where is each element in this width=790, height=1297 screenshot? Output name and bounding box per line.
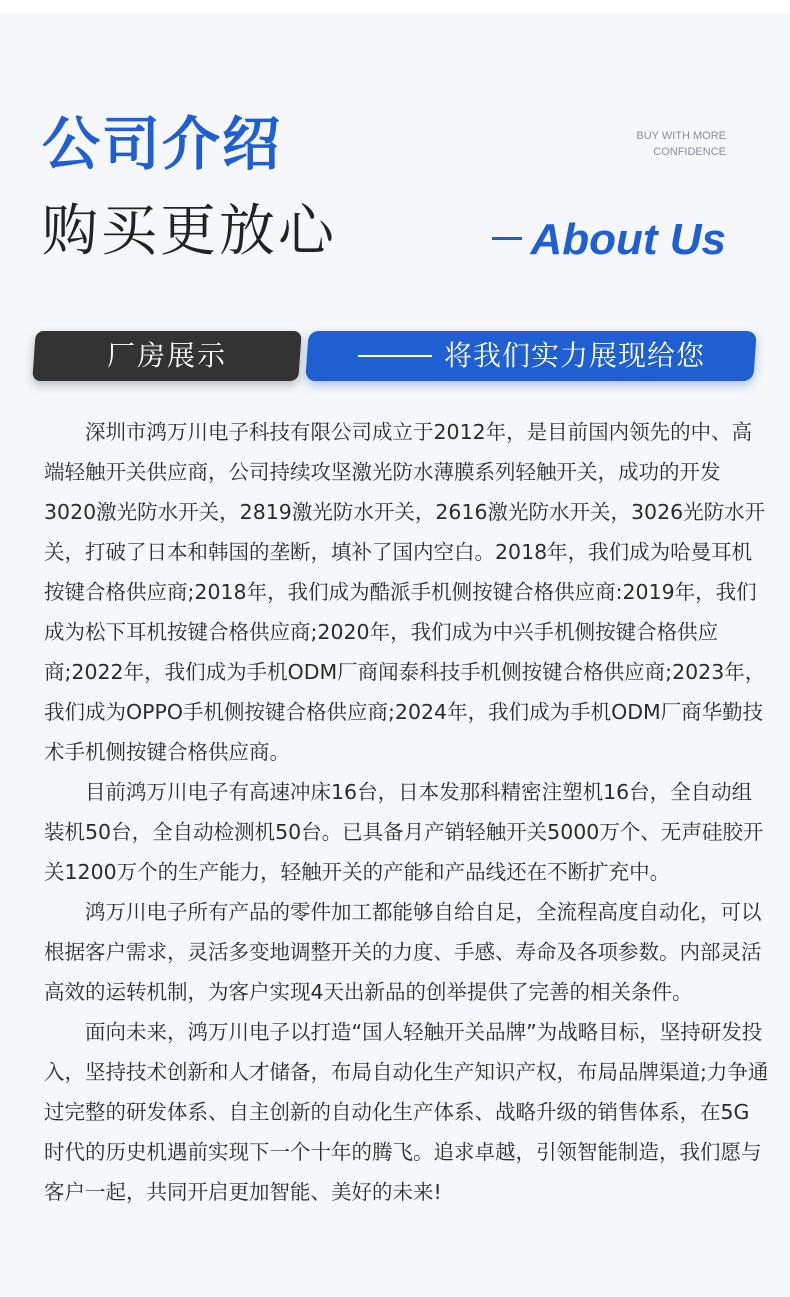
about-us-heading	[492, 212, 726, 268]
strength-banner-line	[358, 355, 432, 357]
page-subtitle: 购买更放心	[42, 199, 337, 264]
intro-paragraph: 深圳市鸿万川电子科技有限公司成立于2012年，是目前国内领先的中、高端轻触开关供应商，公司持续攻坚激光防水薄膜系列轻触开关，成功的开发3020激光防水开关，2819激光防水开关，2616激光防水开关，3026光防水开关，打破了日本和韩国的垄断，填补了国内空白。2018年，我们成为哈曼耳机按键合格供应商;2018年，我们成为酷派手机侧按键合格供应商:2019年，我们成为松下耳机按键合格供应商;2020年，我们成为中兴手机侧按键合格供应商;2022年，我们成为手机ODM厂商闻泰科技手机侧按键合格供应商;2023年，我们成为OPPO手机侧按键合格供应商;2024年，我们成为手机ODM厂商华勤技术手机侧按键合格供应商。	[44, 420, 766, 764]
company-intro-text	[44, 412, 769, 1212]
slogan-line-1: BUY WITH MORE	[636, 130, 726, 142]
slogan-line-2: CONFIDENCE	[653, 146, 726, 158]
page-title: 公司介绍	[42, 110, 283, 178]
dash-decoration	[492, 237, 522, 240]
english-slogan	[506, 128, 726, 160]
intro-paragraph: 面向未来，鸿万川电子以打造“国人轻触开关品牌”为战略目标，坚持研发投入，坚持技术创新和人才储备，布局自动化生产知识产权，布局品牌渠道;力争通过完整的研发体系、自主创新的自动化生产体系、战略升级的销售体系，在5G时代的历史机遇前实现下一个十年的腾飞。追求卓越，引领智能制造，我们愿与客户一起，共同开启更加智能、美好的未来!	[44, 1020, 769, 1204]
about-us-text: About Us	[530, 215, 726, 264]
factory-banner-label: 厂房展示	[106, 339, 227, 372]
intro-paragraph: 目前鸿万川电子有高速冲床16台，日本发那科精密注塑机16台，全自动组装机50台，全自动检测机50台。已具备月产销轻触开关5000万个、无声硅胶开关1200万个的生产能力，轻触开关的产能和产品线还在不断扩充中。	[44, 780, 764, 884]
intro-paragraph: 鸿万川电子所有产品的零件加工都能够自给自足，全流程高度自动化，可以根据客户需求，灵活多变地调整开关的力度、手感、寿命及各项参数。内部灵活高效的运转机制，为客户实现4天出新品的创举提供了完善的相关条件。	[44, 900, 762, 1004]
strength-banner-label: 将我们实力展现给您	[444, 339, 706, 372]
